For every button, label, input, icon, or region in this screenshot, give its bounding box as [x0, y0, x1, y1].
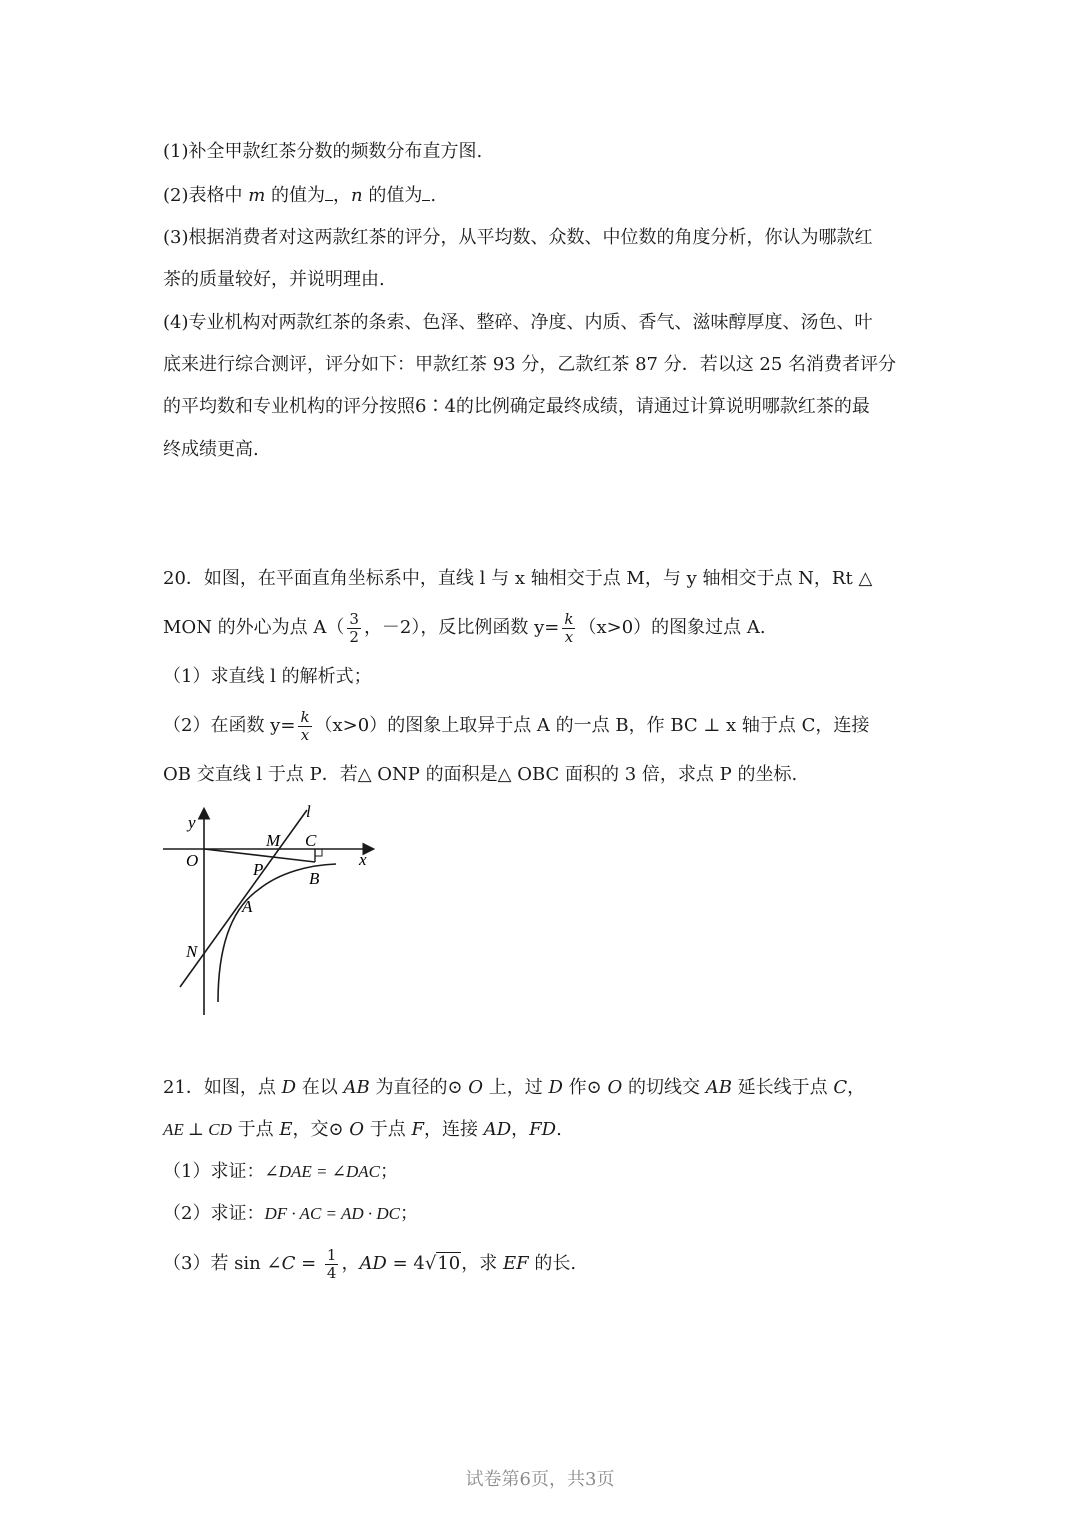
label-A: A: [242, 897, 253, 916]
q20-part2-line1: [163, 706, 869, 746]
q21-text: 上，过: [483, 1077, 549, 1098]
q21-text: （3）若 sin ∠: [163, 1253, 282, 1274]
q21-part1: [163, 1159, 398, 1185]
q21-text: （1）求证：: [163, 1161, 265, 1182]
q21-text: 21．如图，点: [163, 1077, 282, 1098]
label-P: P: [253, 860, 264, 879]
var-O: O: [349, 1119, 365, 1140]
var-D: D: [548, 1077, 563, 1098]
var-AD: AD: [483, 1119, 512, 1140]
var-O: O: [468, 1077, 484, 1098]
var-AD: AD: [359, 1253, 387, 1274]
q21-text: = 4: [386, 1253, 425, 1274]
q19-part2: [163, 183, 436, 209]
q19-part4-line2: 底来进行综合测评，评分如下：甲款红茶 93 分，乙款红茶 87 分．若以这 25 名消费者评分: [163, 354, 897, 375]
var-AB: AB: [343, 1077, 370, 1098]
label-M: M: [266, 831, 281, 850]
var-D: D: [281, 1077, 297, 1098]
q21-text: 于点: [231, 1119, 280, 1140]
coordinate-figure: [160, 800, 390, 1020]
q21-text: =: [295, 1253, 322, 1274]
q20-text: （x>0）的图象过点 A.: [578, 617, 766, 638]
sqrt-sign: √: [424, 1253, 437, 1274]
fraction-k-x: [298, 709, 311, 744]
math-AE-perp-CD: AE ⊥ CD: [163, 1120, 232, 1139]
label-N: N: [186, 942, 198, 961]
frac-num: 1: [326, 1245, 337, 1264]
q20-part2-line2: OB 交直线 l 于点 P．若△ ONP 的面积是△ OBC 面积的 3 倍，求点 P 的坐标.: [163, 764, 798, 785]
var-FD: FD: [529, 1119, 557, 1140]
var-O: O: [607, 1077, 623, 1098]
label-y: y: [188, 813, 196, 832]
frac-num: k: [300, 707, 310, 726]
q21-text: 的长.: [528, 1253, 577, 1274]
page-footer: 试卷第6页，共3页: [465, 1469, 615, 1490]
q19-part4-line1: (4)专业机构对两款红茶的条索、色泽、整碎、净度、内质、香气、滋味醇厚度、汤色、叶: [163, 312, 873, 333]
q21-text: 在以: [296, 1077, 344, 1098]
q19-part2-text: (2)表格中: [163, 185, 249, 206]
var-C: C: [281, 1253, 296, 1274]
q21-text: ，: [511, 1119, 530, 1140]
frac-num: k: [564, 609, 574, 628]
fraction-k-x: [562, 611, 575, 646]
q21-text: ；: [399, 1203, 418, 1224]
q21-text: 为直径的⊙: [369, 1077, 469, 1098]
q21-text: 的切线交: [622, 1077, 706, 1098]
q19-part2-text: .: [430, 185, 437, 206]
q21-text: ，交⊙: [292, 1119, 350, 1140]
frac-num: 3: [349, 609, 359, 628]
q21-text: ，: [341, 1253, 360, 1274]
label-O: O: [186, 851, 199, 870]
radicand: 10: [437, 1253, 461, 1274]
var-E: E: [279, 1119, 293, 1140]
q20-line1: 20．如图，在平面直角坐标系中，直线 l 与 x 轴相交于点 M，与 y 轴相交于点 N，Rt △: [163, 568, 873, 589]
label-x: x: [359, 850, 367, 869]
q21-text: 作⊙: [562, 1077, 608, 1098]
var-C: C: [833, 1077, 848, 1098]
label-B: B: [309, 869, 320, 888]
q20-text: （2）在函数 y=: [163, 715, 296, 736]
frac-den: 2: [349, 627, 359, 646]
q21-text: ，连接: [424, 1119, 484, 1140]
q21-text: （2）求证：: [163, 1203, 265, 1224]
q21-part3: [163, 1244, 576, 1284]
q19-part4-line4: 终成绩更高.: [163, 439, 259, 460]
q20-line2: [163, 608, 766, 648]
math-product-equality: DF · AC = AD · DC: [264, 1204, 400, 1223]
q19-part1: (1)补全甲款红茶分数的频数分布直方图.: [163, 141, 483, 162]
q21-text: 延长线于点: [731, 1077, 834, 1098]
math-angle-equality: ∠DAE = ∠DAC: [264, 1162, 380, 1181]
q21-text: .: [556, 1119, 562, 1140]
q20-text: MON 的外心为点 A（: [163, 617, 345, 638]
frac-den: x: [300, 725, 310, 744]
fraction-1-4: [325, 1247, 339, 1282]
var-m: m: [248, 185, 266, 206]
q19-part4-line3: 的平均数和专业机构的评分按照6∶4的比例确定最终成绩，请通过计算说明哪款红茶的最: [163, 396, 870, 417]
q21-line2: [163, 1117, 562, 1143]
var-EF: EF: [502, 1253, 529, 1274]
label-C: C: [305, 831, 317, 850]
q19-part3-line2: 茶的质量较好，并说明理由.: [163, 269, 385, 290]
q20-part1: （1）求直线 l 的解析式；: [163, 666, 372, 687]
q20-text: ，－2），反比例函数 y=: [363, 617, 560, 638]
right-angle-mark: [315, 849, 322, 856]
label-l: l: [306, 802, 311, 821]
q21-text: ，: [847, 1077, 866, 1098]
q19-part3-line1: (3)根据消费者对这两款红茶的评分，从平均数、众数、中位数的角度分析，你认为哪款红: [163, 227, 873, 248]
q19-part2-text: 的值为: [362, 185, 423, 206]
q21-line1: [163, 1075, 865, 1101]
frac-den: 4: [326, 1263, 337, 1282]
q21-text: 于点: [364, 1119, 412, 1140]
fraction-3-2: [347, 611, 361, 646]
q19-part2-text: 的值为: [265, 185, 326, 206]
q21-part2: [163, 1201, 418, 1227]
var-AB: AB: [705, 1077, 732, 1098]
q21-text: ；: [379, 1161, 398, 1182]
answer-blank-m[interactable]: [325, 186, 333, 201]
frac-den: x: [564, 627, 574, 646]
q21-text: ，求: [461, 1253, 503, 1274]
q19-part2-text: ，: [333, 185, 352, 206]
q20-text: （x>0）的图象上取异于点 A 的一点 B，作 BC ⊥ x 轴于点 C，连接: [314, 715, 870, 736]
var-F: F: [411, 1119, 424, 1140]
var-n: n: [351, 185, 363, 206]
